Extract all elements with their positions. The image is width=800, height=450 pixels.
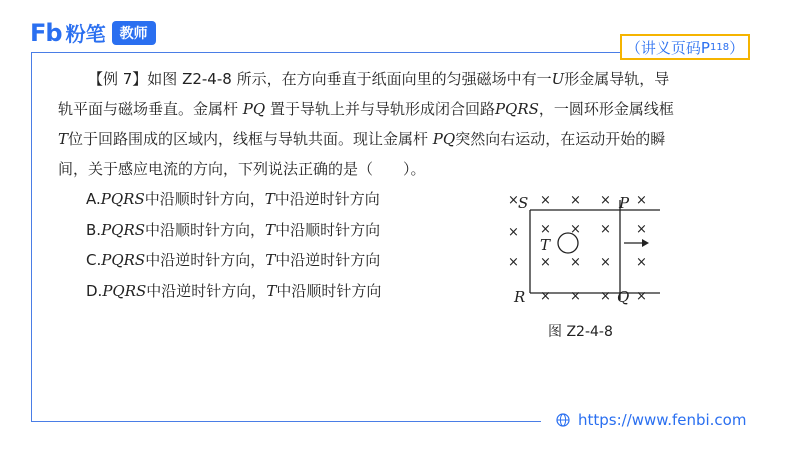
field-cross: ×: [600, 289, 611, 304]
footer-url-text[interactable]: https://www.fenbi.com: [578, 411, 747, 429]
option-end: 中沿顺时针方向: [275, 221, 381, 239]
field-cross: ×: [540, 289, 551, 304]
footer-url[interactable]: [556, 411, 746, 429]
stem-line2b: 置于导轨上并与导轨形成闭合回路: [265, 100, 495, 118]
option-var-t: T: [266, 282, 277, 300]
stem-line1a: 【例 7】如图 Z2-4-8 所示，在方向垂直于纸面向里的匀强磁场中有一: [88, 70, 552, 88]
stem-line3c: 突然向右运动，在运动开始的瞬: [455, 130, 666, 148]
field-cross: ×: [570, 255, 581, 270]
logo-chinese-name: 粉笔: [65, 22, 106, 46]
option-mid: 中沿顺时针方向，: [144, 190, 265, 208]
field-cross: ×: [570, 222, 581, 237]
frame-bottom-line: [31, 421, 541, 422]
option-mid: 中沿逆时针方向，: [145, 251, 266, 269]
option-d: [86, 281, 381, 301]
field-cross: ×: [636, 289, 647, 304]
field-cross: ×: [600, 193, 611, 208]
stem-line3b: 位于回路围成的区域内，线框与导轨共面。现让金属杆: [68, 130, 433, 148]
option-prefix: D.: [86, 282, 103, 300]
field-cross: ×: [540, 193, 551, 208]
figure-caption: 图 Z2-4-8: [548, 324, 613, 340]
field-cross: ×: [600, 255, 611, 270]
label-q: Q: [617, 288, 630, 306]
field-cross: ×: [540, 255, 551, 270]
stem-line4: 间，关于感应电流的方向，下列说法正确的是（ ）。: [58, 160, 426, 178]
logo-badge: 教师: [112, 21, 156, 45]
option-prefix: B.: [86, 221, 102, 239]
option-mid: 中沿顺时针方向，: [145, 221, 266, 239]
option-b: [86, 220, 380, 240]
option-end: 中沿逆时针方向: [274, 190, 380, 208]
ref-close: ）: [729, 38, 745, 57]
field-cross: ×: [600, 222, 611, 237]
field-cross: ×: [570, 289, 581, 304]
option-var-t: T: [265, 221, 276, 239]
option-a: [86, 189, 380, 209]
label-p: P: [619, 194, 630, 212]
field-cross: ×: [636, 193, 647, 208]
option-var-t: T: [264, 190, 275, 208]
field-cross: ×: [508, 225, 519, 240]
field-cross: ×: [636, 222, 647, 237]
option-var-t: T: [265, 251, 276, 269]
ref-page-number: 118: [709, 41, 730, 53]
stem-var-pq: PQ: [242, 100, 266, 118]
fenbi-logo: [30, 18, 156, 47]
option-prefix: C.: [86, 251, 102, 269]
stem-line1b: 形金属导轨，导: [564, 70, 670, 88]
field-cross: ×: [540, 222, 551, 237]
field-cross: ×: [636, 255, 647, 270]
circuit-diagram: [500, 188, 670, 310]
field-cross: ×: [570, 193, 581, 208]
stem-var-t: T: [58, 130, 69, 148]
stem-var-u: U: [551, 70, 565, 88]
option-end: 中沿逆时针方向: [275, 251, 381, 269]
handout-page-ref: [620, 34, 750, 60]
ref-text: （讲义页码P: [625, 38, 710, 57]
motion-arrowhead: [642, 239, 649, 247]
stem-var-pq2: PQ: [432, 130, 456, 148]
label-s: S: [518, 194, 529, 212]
stem-line2a: 轨平面与磁场垂直。金属杆: [58, 100, 243, 118]
globe-icon: [556, 413, 570, 427]
option-var-pqrs: PQRS: [100, 190, 145, 208]
option-c: [86, 250, 380, 270]
stem-var-pqrs: PQRS: [494, 100, 539, 118]
option-var-pqrs: PQRS: [102, 282, 147, 300]
question-stem: [58, 64, 748, 184]
option-var-pqrs: PQRS: [101, 221, 146, 239]
option-end: 中沿顺时针方向: [276, 282, 382, 300]
logo-letters: Fb: [30, 18, 62, 47]
option-var-pqrs: PQRS: [101, 251, 146, 269]
field-cross: ×: [508, 255, 519, 270]
field-cross: ×: [508, 193, 519, 208]
option-prefix: A.: [86, 190, 101, 208]
frame-top-line: [31, 52, 625, 53]
frame-left-line: [31, 52, 32, 422]
stem-line2c: ，一圆环形金属线框: [538, 100, 674, 118]
label-r: R: [514, 288, 526, 306]
label-t: T: [540, 236, 551, 254]
option-mid: 中沿逆时针方向，: [146, 282, 267, 300]
